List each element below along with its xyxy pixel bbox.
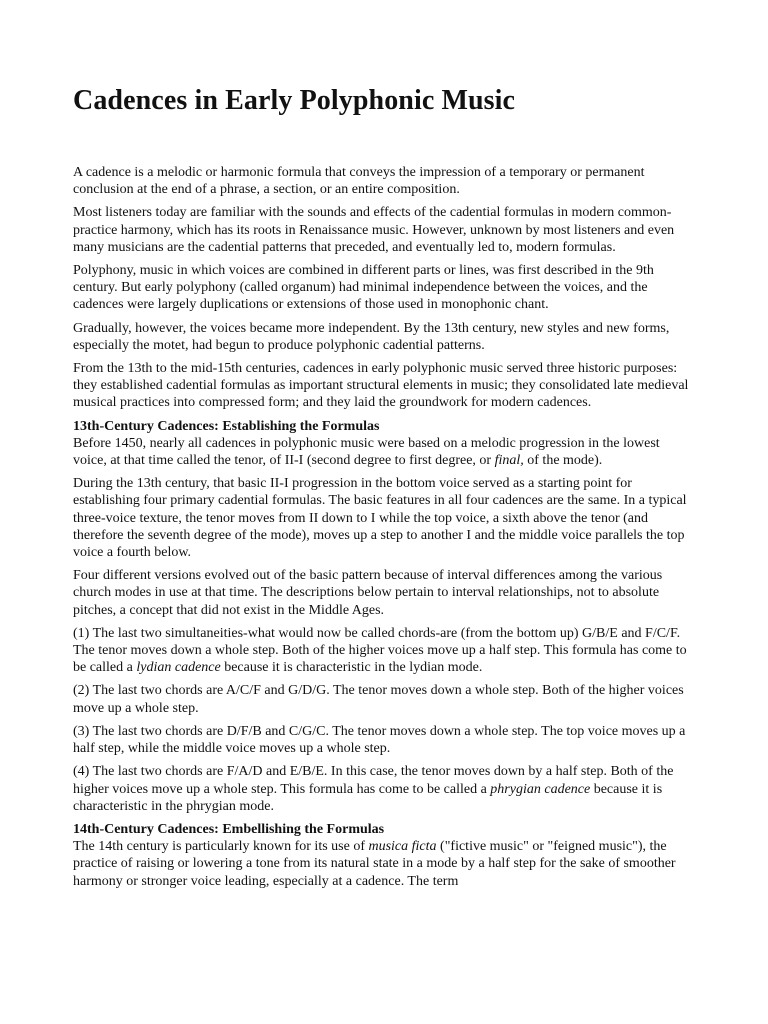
paragraph-text: The 14th century is particularly known for its use of (73, 839, 369, 855)
paragraph-text: Before 1450, nearly all cadences in polyphonic music were based on a melodic progression in the lowest voice, at that time called the tenor, of II-I (second degree to first degree, or (73, 435, 660, 469)
paragraph-basic-progression: During the 13th century, that basic II-I progression in the bottom voice served as a starting point for establishing four primary cadential formulas. The basic features in all four cadences are the same. In a typical three-voice texture, the tenor moves from II down to I while the top voice, a sixth above the tenor (and therefore the seventh degree of the mode), moves up a step to another I and the middle voice parallels the top voice a fourth below. (73, 476, 687, 561)
italic-term: phrygian cadence (490, 781, 591, 797)
italic-term: musica ficta (368, 839, 437, 855)
paragraph-text: (4) The last two chords are F/A/D and E/B/E. In this case, the tenor moves down by a half step. Both of the higher voices move up a whole step. This formula has come to be called a (73, 764, 674, 797)
section-heading: 13th-Century Cadences: Establishing the Formulas (73, 418, 380, 434)
paragraph-cadence-4 (73, 763, 695, 815)
section-13th-century (73, 418, 695, 470)
paragraph-text: because it is characteristic in the lydian mode. (220, 660, 483, 676)
paragraph-cadence-1 (73, 625, 695, 677)
paragraph-text: of the mode). (523, 453, 603, 469)
paragraph-cadence-2: (2) The last two chords are A/C/F and G/D/G. The tenor moves down a whole step. Both of the higher voices move up a whole step. (73, 683, 684, 716)
paragraph-text: because it is characteristic in the phrygian mode. (73, 781, 663, 814)
paragraph-text: ("fictive music" or "feigned music"), the practice of raising or lowering a tone from its natural state in a mode by a half step for the sake of smoother harmony or stronger voice leading, especially at a cadence. The term (73, 839, 676, 889)
section-14th-century (73, 821, 695, 890)
paragraph-cadence-3: (3) The last two chords are D/F/B and C/G/C. The tenor moves down a whole step. The top voice moves up a half step, while the middle voice moves up a whole step. (73, 723, 686, 757)
paragraph-independence: Gradually, however, the voices became more independent. By the 13th century, new styles and new forms, especially the motet, had begun to produce polyphonic cadential patterns. (73, 320, 670, 353)
paragraph-four-versions: Four different versions evolved out of the basic pattern because of interval differences among the various church modes in use at that time. The descriptions below pertain to interval relationships, not to absolute pitches, a concept that did not exist in the Middle Ages. (73, 568, 663, 618)
paragraph-common-practice: Most listeners today are familiar with the sounds and effects of the cadential formulas in modern common-practice harmony, which has its roots in Renaissance music. However, unknown by most listeners and even many musicians are the cadential patterns that preceded, and eventually led to, modern formulas. (73, 205, 675, 255)
italic-term: final, (494, 453, 524, 469)
paragraph-intro: A cadence is a melodic or harmonic formula that conveys the impression of a temporary or permanent conclusion at the end of a phrase, a section, or an entire composition. (73, 165, 645, 198)
italic-term: lydian cadence (136, 660, 221, 676)
document-body (73, 164, 695, 896)
paragraph-purposes: From the 13th to the mid-15th centuries, cadences in early polyphonic music served three historic purposes: they established cadential formulas as important structural elements in music; they consolidated late medieval musical practices into compressed form; and they laid the groundwork for modern cadences. (73, 361, 689, 411)
paragraph-text: (1) The last two simultaneities-what would now be called chords-are (from the bottom up) G/B/E and F/C/F. The tenor moves down a whole step. Both of the higher voices move up a half step. This formula has come to be called a (73, 625, 687, 676)
paragraph-polyphony: Polyphony, music in which voices are combined in different parts or lines, was first described in the 9th century. But early polyphony (called organum) had minimal independence between the voices, and the cadences were largely duplications or extensions of those used in monophonic chant. (73, 263, 654, 313)
page-title: Cadences in Early Polyphonic Music (73, 85, 516, 116)
section-heading: 14th-Century Cadences: Embellishing the Formulas (73, 821, 385, 837)
